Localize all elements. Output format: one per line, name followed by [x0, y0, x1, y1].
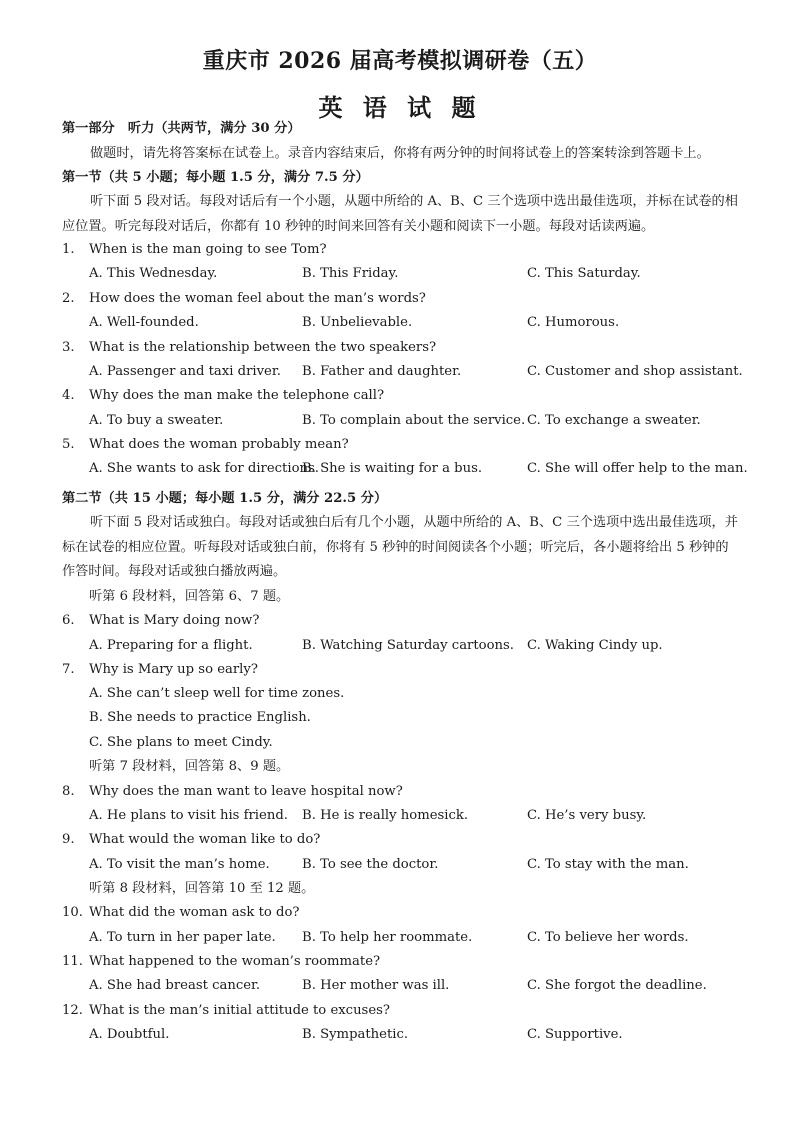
option-a[interactable]: A. To buy a sweater.	[89, 413, 224, 428]
option-b[interactable]: B. She is waiting for a bus.	[302, 461, 483, 476]
option-a[interactable]: A. To turn in her paper late.	[89, 930, 276, 945]
section1-heading: 第一节（共 5 小题；每小题 1.5 分，满分 7.5 分）	[62, 170, 369, 185]
option-b[interactable]: B. This Friday.	[302, 266, 399, 281]
question-number: 11.	[62, 954, 83, 969]
option-b[interactable]: B. Unbelievable.	[302, 315, 413, 330]
exam-title: 重庆市 2026 届高考模拟调研卷（五）	[202, 48, 598, 74]
question-number: 10.	[62, 905, 83, 920]
option-c[interactable]: C. She forgot the deadline.	[527, 978, 707, 993]
option-c[interactable]: C. To believe her words.	[527, 930, 689, 945]
option-a[interactable]: A. Doubtful.	[89, 1027, 170, 1042]
material-8-note: 听第 8 段材料，回答第 10 至 12 题。	[89, 881, 315, 896]
option-c[interactable]: C. To stay with the man.	[527, 857, 689, 872]
question-7	[62, 661, 258, 679]
question-text: What does the woman probably mean?	[89, 437, 349, 452]
question-10	[62, 904, 299, 922]
question-text: When is the man going to see Tom?	[89, 242, 327, 257]
question-number: 12.	[62, 1003, 83, 1018]
question-text: Why does the man make the telephone call?	[89, 388, 385, 403]
question-9	[62, 831, 320, 849]
option-a[interactable]: A. She had breast cancer.	[89, 978, 261, 993]
question-text: What is Mary doing now?	[89, 613, 260, 628]
question-3	[62, 339, 436, 357]
option-a[interactable]: A. To visit the man’s home.	[89, 857, 270, 872]
option-b[interactable]: B. He is really homesick.	[302, 808, 469, 823]
option-c[interactable]: C. Waking Cindy up.	[527, 638, 663, 653]
question-text: What is the man’s initial attitude to excuses?	[89, 1003, 390, 1018]
question-number: 4.	[62, 388, 75, 403]
question-text: How does the woman feel about the man’s words?	[89, 291, 426, 306]
option-b[interactable]: B. Her mother was ill.	[302, 978, 450, 993]
option-a[interactable]: A. She wants to ask for directions.	[89, 461, 319, 476]
option-a[interactable]: A. Preparing for a flight.	[89, 638, 253, 653]
option-b[interactable]: B. Sympathetic.	[302, 1027, 409, 1042]
option-b[interactable]: B. To complain about the service.	[302, 413, 526, 428]
option-b[interactable]: B. Watching Saturday cartoons.	[302, 638, 514, 653]
question-text: What happened to the woman’s roommate?	[89, 954, 381, 969]
option-a[interactable]: A. Passenger and taxi driver.	[89, 364, 281, 379]
material-7-note: 听第 7 段材料，回答第 8、9 题。	[89, 759, 290, 774]
question-number: 5.	[62, 437, 75, 452]
question-text: Why does the man want to leave hospital now?	[89, 784, 403, 799]
question-1	[62, 241, 327, 259]
part1-heading: 第一部分 听力（共两节，满分 30 分）	[62, 121, 301, 136]
option-b[interactable]: B. She needs to practice English.	[89, 710, 311, 725]
question-8	[62, 783, 403, 801]
question-text: What did the woman ask to do?	[89, 905, 300, 920]
option-c[interactable]: C. He’s very busy.	[527, 808, 647, 823]
material-6-note: 听第 6 段材料，回答第 6、7 题。	[89, 589, 290, 604]
question-12	[62, 1002, 390, 1020]
section2-instruction: 听下面 5 段对话或独白。每段对话或独白后有几个小题，从题中所给的 A、B、C 三个选项中选出最佳选项，并标在试卷的相应位置。听每段对话或独白前，你将有 5 秒钟的时间阅读各个小题；听完后，各小题将给出 5 秒钟的作答时间。每段对话或独白播放两遍。	[62, 515, 738, 579]
option-a[interactable]: A. Well-founded.	[89, 315, 199, 330]
question-number: 7.	[62, 662, 75, 677]
question-number: 1.	[62, 242, 75, 257]
option-a[interactable]: A. This Wednesday.	[89, 266, 218, 281]
question-11	[62, 953, 380, 971]
option-c[interactable]: C. To exchange a sweater.	[527, 413, 701, 428]
option-c[interactable]: C. Customer and shop assistant.	[527, 364, 743, 379]
section2-heading: 第二节（共 15 小题；每小题 1.5 分，满分 22.5 分）	[62, 491, 388, 506]
question-6	[62, 612, 259, 630]
option-c[interactable]: C. This Saturday.	[527, 266, 641, 281]
option-c[interactable]: C. She plans to meet Cindy.	[89, 735, 273, 750]
subject-title: 英 语 试 题	[318, 93, 482, 122]
question-number: 3.	[62, 340, 75, 355]
question-number: 2.	[62, 291, 75, 306]
section1-instruction: 听下面 5 段对话。每段对话后有一个小题，从题中所给的 A、B、C 三个选项中选出最佳选项，并标在试卷的相应位置。听完每段对话后，你都有 10 秒钟的时间来回答有关小题和阅读下一小题。每段对话读两遍。	[62, 194, 738, 234]
option-c[interactable]: C. Supportive.	[527, 1027, 623, 1042]
option-b[interactable]: B. To see the doctor.	[302, 857, 439, 872]
question-4	[62, 387, 384, 405]
option-c[interactable]: C. Humorous.	[527, 315, 620, 330]
option-b[interactable]: B. To help her roommate.	[302, 930, 473, 945]
option-a[interactable]: A. She can’t sleep well for time zones.	[89, 686, 345, 701]
question-text: What is the relationship between the two speakers?	[89, 340, 437, 355]
part1-instruction: 做题时，请先将答案标在试卷上。录音内容结束后，你将有两分钟的时间将试卷上的答案转涂到答题卡上。	[90, 146, 710, 161]
question-2	[62, 290, 426, 308]
question-text: What would the woman like to do?	[89, 832, 321, 847]
question-5	[62, 436, 349, 454]
question-text: Why is Mary up so early?	[89, 662, 258, 677]
question-number: 9.	[62, 832, 75, 847]
option-c[interactable]: C. She will offer help to the man.	[527, 461, 748, 476]
question-number: 8.	[62, 784, 75, 799]
option-b[interactable]: B. Father and daughter.	[302, 364, 462, 379]
option-a[interactable]: A. He plans to visit his friend.	[89, 808, 288, 823]
question-number: 6.	[62, 613, 75, 628]
